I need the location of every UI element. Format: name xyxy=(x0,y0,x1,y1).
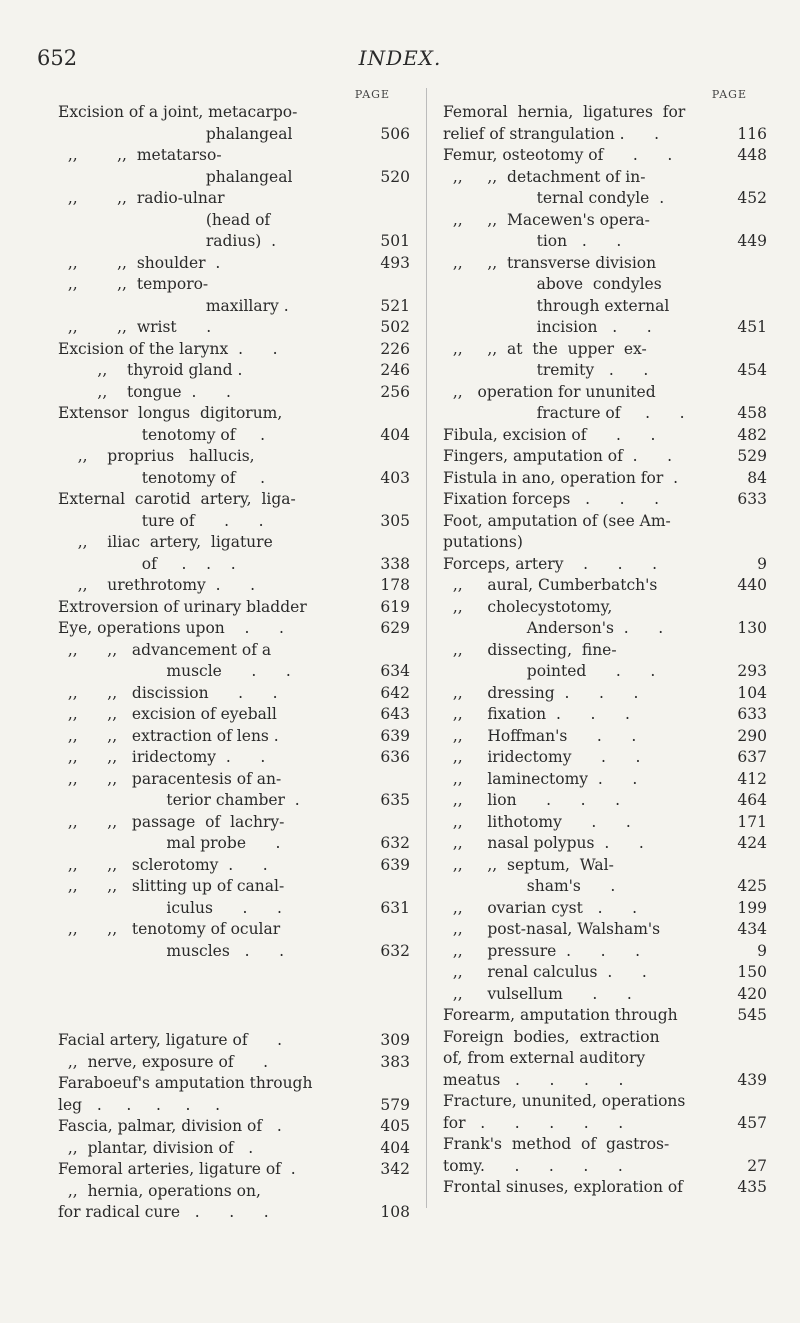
index-entry xyxy=(443,253,767,275)
entry-text: Foot, amputation of (see Am- xyxy=(443,511,671,530)
index-entry xyxy=(58,1116,410,1138)
entry-text: tomy. . . . . xyxy=(443,1156,623,1175)
index-entry xyxy=(58,1138,410,1160)
entry-page-number: 425 xyxy=(737,877,767,895)
index-entry xyxy=(58,382,410,404)
entry-text: relief of strangulation . . xyxy=(443,124,660,143)
entry-page-number: 434 xyxy=(737,920,767,938)
index-entry xyxy=(443,941,767,963)
entry-text: External carotid artery, liga- xyxy=(58,490,296,508)
entry-text: Anderson's . . xyxy=(443,619,664,637)
index-entry xyxy=(443,532,767,554)
entry-text: Fingers, amputation of . . xyxy=(443,447,673,465)
entry-text: ,, ,, wrist . xyxy=(58,318,212,336)
entry-text: tenotomy of . xyxy=(58,425,266,444)
entry-page-number: 529 xyxy=(737,447,767,465)
entry-text: ,, ,, discission . . xyxy=(58,683,278,702)
entry-text: Excision of the larynx . . xyxy=(58,339,278,358)
entry-text: ,, ovarian cyst . . xyxy=(443,898,638,917)
index-entry xyxy=(58,726,410,748)
entry-page-number: 440 xyxy=(737,576,767,594)
index-entry xyxy=(58,145,410,167)
entry-text: ,, ,, transverse division xyxy=(443,253,657,272)
index-entry xyxy=(58,1095,410,1117)
entry-page-number: 629 xyxy=(380,619,410,637)
index-entry xyxy=(58,1181,410,1203)
entry-page-number: 452 xyxy=(737,189,767,207)
entry-text: ,, ,, detachment of in- xyxy=(443,167,646,186)
entry-page-number: 458 xyxy=(737,404,767,422)
index-entry xyxy=(443,575,767,597)
index-entry xyxy=(58,167,410,189)
index-entry xyxy=(58,446,410,468)
index-entry xyxy=(58,597,410,619)
entry-page-number: 104 xyxy=(737,683,767,702)
index-entry xyxy=(443,403,767,425)
entry-text: Fracture, ununited, operations xyxy=(443,1092,686,1110)
entry-text: ,, nerve, exposure of . xyxy=(58,1052,269,1071)
entry-text: Fascia, palmar, division of . xyxy=(58,1117,282,1135)
index-entry xyxy=(443,876,767,898)
index-entry xyxy=(58,489,410,511)
entry-text: tremity . . xyxy=(443,361,649,379)
index-entry xyxy=(58,102,410,124)
index-entry xyxy=(443,188,767,210)
entry-text: phalangeal xyxy=(58,124,293,143)
entry-text: ,, lion . . . xyxy=(443,791,621,809)
index-entry xyxy=(58,274,410,296)
index-entry xyxy=(58,296,410,318)
entry-text: ,, lithotomy . . xyxy=(443,812,631,831)
entry-page-number: 305 xyxy=(380,511,410,530)
index-entry xyxy=(58,919,410,941)
entry-page-number: 27 xyxy=(747,1156,767,1175)
entry-page-number: 424 xyxy=(737,834,767,852)
entry-page-number: 639 xyxy=(380,855,410,874)
index-entry xyxy=(58,339,410,361)
entry-page-number: 501 xyxy=(380,232,410,250)
entry-text: above condyles xyxy=(443,275,662,293)
entry-page-number: 634 xyxy=(380,662,410,680)
entry-text: ,, operation for ununited xyxy=(443,382,656,401)
entry-text: ,, ,, advancement of a xyxy=(58,640,272,659)
entry-page-number: 404 xyxy=(380,425,410,444)
entry-page-number: 404 xyxy=(380,1138,410,1157)
index-entry xyxy=(443,898,767,920)
entry-text: ,, ,, extraction of lens . xyxy=(58,726,279,745)
index-column-right xyxy=(426,88,767,1208)
index-entry xyxy=(58,554,410,576)
entry-page-number: 451 xyxy=(737,318,767,336)
right-entry-list xyxy=(443,102,767,1199)
index-entry xyxy=(443,360,767,382)
entry-text: ,, urethrotomy . . xyxy=(58,576,256,594)
entry-page-number: 226 xyxy=(380,339,410,358)
entry-page-number: 116 xyxy=(737,124,767,143)
entry-page-number: 405 xyxy=(380,1117,410,1135)
entry-text: ,, ,, metatarso- xyxy=(58,146,222,164)
entry-text: tion . . xyxy=(443,232,622,250)
index-entry xyxy=(443,102,767,124)
index-entry xyxy=(443,726,767,748)
index-entry xyxy=(58,747,410,769)
entry-text: ,, ,, sclerotomy . . xyxy=(58,855,268,874)
index-entry xyxy=(443,683,767,705)
entry-text: muscles . . xyxy=(58,941,285,960)
entry-text: ternal condyle . xyxy=(443,189,665,207)
entry-text: Frank's method of gastros- xyxy=(443,1135,670,1153)
index-entry xyxy=(443,833,767,855)
entry-text: ,, ,, excision of eyeball xyxy=(58,705,277,723)
index-entry xyxy=(58,1073,410,1095)
entry-page-number: 449 xyxy=(737,232,767,250)
index-entry xyxy=(58,640,410,662)
index-entry xyxy=(443,1048,767,1070)
index-column-left xyxy=(58,88,410,1224)
index-entry xyxy=(443,489,767,511)
entry-page-number: 9 xyxy=(757,941,767,960)
entry-page-number: 579 xyxy=(380,1095,410,1114)
entry-text: through external xyxy=(443,296,670,315)
index-entry xyxy=(58,769,410,791)
index-entry xyxy=(443,124,767,146)
index-entry xyxy=(58,618,410,640)
entry-text: tenotomy of . xyxy=(58,468,266,487)
entry-text: ture of . . xyxy=(58,511,264,530)
entry-text: maxillary . xyxy=(58,296,289,315)
index-entry xyxy=(443,468,767,490)
entry-text: of, from external auditory xyxy=(443,1049,646,1067)
entry-text: meatus . . . . xyxy=(443,1070,624,1089)
index-entry xyxy=(58,1030,410,1052)
entry-page-number: 520 xyxy=(380,167,410,186)
entry-text: Eye, operations upon . . xyxy=(58,619,284,637)
index-entry xyxy=(58,1202,410,1224)
entry-page-number: 130 xyxy=(737,619,767,637)
entry-page-number: 643 xyxy=(380,705,410,723)
entry-text: Excision of a joint, metacarpo- xyxy=(58,103,298,121)
entry-page-number: 108 xyxy=(380,1203,410,1221)
entry-page-number: 420 xyxy=(737,984,767,1003)
entry-text: ,, ,, paracentesis of an- xyxy=(58,769,282,788)
page-title: INDEX. xyxy=(358,46,442,70)
entry-text: iculus . . xyxy=(58,898,282,917)
entry-page-number: 448 xyxy=(737,146,767,164)
entry-text: Extroversion of urinary bladder xyxy=(58,597,307,616)
entry-text: ,, tongue . . xyxy=(58,382,231,401)
entry-text: terior chamber . xyxy=(58,791,300,809)
entry-page-number: 502 xyxy=(380,318,410,336)
entry-text: Femoral hernia, ligatures for xyxy=(443,103,686,121)
entry-page-number: 435 xyxy=(737,1178,767,1196)
entry-page-number: 439 xyxy=(737,1070,767,1089)
entry-page-number: 482 xyxy=(737,425,767,444)
entry-text: Femoral arteries, ligature of . xyxy=(58,1160,296,1178)
entry-page-number: 412 xyxy=(737,769,767,788)
entry-text: Facial artery, ligature of . xyxy=(58,1031,283,1049)
index-entry xyxy=(443,1156,767,1178)
index-entry xyxy=(443,425,767,447)
column-header-page: PAGE xyxy=(711,88,747,101)
index-entry xyxy=(58,231,410,253)
entry-text: Fistula in ano, operation for . xyxy=(443,468,679,487)
index-entry xyxy=(58,1159,410,1181)
entry-page-number: 633 xyxy=(737,705,767,723)
index-entry xyxy=(443,231,767,253)
index-entry xyxy=(443,296,767,318)
entry-text: for . . . . . xyxy=(443,1113,624,1132)
index-entry xyxy=(443,640,767,662)
entry-text: ,, nasal polypus . . xyxy=(443,834,644,852)
index-entry xyxy=(443,145,767,167)
index-entry xyxy=(58,253,410,275)
entry-text: Forearm, amputation through xyxy=(443,1006,678,1024)
index-entry xyxy=(58,704,410,726)
index-entry xyxy=(443,1177,767,1199)
entry-page-number: 383 xyxy=(380,1052,410,1071)
index-entry xyxy=(58,468,410,490)
index-entry xyxy=(58,532,410,554)
entry-text: ,, thyroid gland . xyxy=(58,361,243,379)
index-entry xyxy=(58,188,410,210)
index-entry xyxy=(443,167,767,189)
entry-page-number: 632 xyxy=(380,834,410,852)
index-entry xyxy=(58,403,410,425)
index-entry xyxy=(443,618,767,640)
entry-text: ,, fixation . . . xyxy=(443,705,630,723)
index-entry xyxy=(58,317,410,339)
entry-page-number: 309 xyxy=(380,1031,410,1049)
entry-page-number: 342 xyxy=(380,1160,410,1178)
entry-text: ,, pressure . . . xyxy=(443,941,641,960)
entry-page-number: 642 xyxy=(380,683,410,702)
entry-text: muscle . . xyxy=(58,662,291,680)
entry-text: Faraboeuf's amputation through xyxy=(58,1074,313,1092)
index-entry xyxy=(58,511,410,533)
index-entry xyxy=(443,317,767,339)
entry-text: ,, ,, temporo- xyxy=(58,275,209,293)
entry-page-number: 171 xyxy=(737,812,767,831)
entry-page-number: 633 xyxy=(737,490,767,508)
entry-text: of . . . xyxy=(58,554,236,573)
index-entry xyxy=(58,661,410,683)
entry-page-number: 464 xyxy=(737,791,767,809)
entry-text: Foreign bodies, extraction xyxy=(443,1027,660,1046)
entry-text: radius) . xyxy=(58,232,277,250)
entry-page-number: 493 xyxy=(380,253,410,272)
entry-page-number: 639 xyxy=(380,726,410,745)
entry-text: ,, ,, radio-ulnar xyxy=(58,189,225,207)
index-entry xyxy=(443,382,767,404)
entry-page-number: 290 xyxy=(737,726,767,745)
entry-text: sham's . xyxy=(443,877,616,895)
entry-text: ,, ,, slitting up of canal- xyxy=(58,877,285,895)
index-entry xyxy=(443,1027,767,1049)
entry-page-number: 454 xyxy=(737,361,767,379)
entry-text: Fixation forceps . . . xyxy=(443,490,660,508)
index-entry xyxy=(443,984,767,1006)
index-entry xyxy=(443,274,767,296)
entry-text: fracture of . . xyxy=(443,404,685,422)
index-entry xyxy=(443,962,767,984)
entry-text: incision . . xyxy=(443,318,652,336)
entry-text: Extensor longus digitorum, xyxy=(58,404,283,422)
entry-page-number: 403 xyxy=(380,468,410,487)
index-entry xyxy=(58,876,410,898)
index-entry xyxy=(58,790,410,812)
index-entry xyxy=(443,1005,767,1027)
entry-text: ,, hernia, operations on, xyxy=(58,1181,261,1200)
entry-page-number: 631 xyxy=(380,898,410,917)
index-entry xyxy=(443,339,767,361)
section-gap xyxy=(58,962,410,1030)
entry-page-number: 256 xyxy=(380,382,410,401)
entry-text: ,, ,, septum, Wal- xyxy=(443,855,614,874)
index-entry xyxy=(443,661,767,683)
entry-text: ,, ,, iridectomy . . xyxy=(58,748,266,766)
page-header xyxy=(0,30,800,70)
entry-text: ,, dissecting, fine- xyxy=(443,640,617,659)
entry-text: ,, post-nasal, Walsham's xyxy=(443,920,661,938)
entry-page-number: 150 xyxy=(737,963,767,981)
entry-text: ,, aural, Cumberbatch's xyxy=(443,576,658,594)
index-entry xyxy=(443,919,767,941)
entry-text: ,, plantar, division of . xyxy=(58,1138,254,1157)
page-number: 652 xyxy=(37,46,78,70)
index-entry xyxy=(443,554,767,576)
entry-text: pointed . . xyxy=(443,662,656,680)
entry-page-number: 293 xyxy=(737,662,767,680)
index-entry xyxy=(443,511,767,533)
entry-page-number: 457 xyxy=(737,1113,767,1132)
entry-text: Frontal sinuses, exploration of xyxy=(443,1178,683,1196)
index-entry xyxy=(443,1113,767,1135)
entry-text: ,, proprius hallucis, xyxy=(58,447,255,465)
left-entry-list xyxy=(58,102,410,1224)
entry-text: ,, ,, shoulder . xyxy=(58,253,221,272)
entry-text: Fibula, excision of . . xyxy=(443,425,656,444)
entry-text: ,, laminectomy . . xyxy=(443,769,638,788)
entry-page-number: 545 xyxy=(737,1006,767,1024)
entry-page-number: 635 xyxy=(380,791,410,809)
entry-page-number: 9 xyxy=(757,554,767,573)
index-entry xyxy=(443,210,767,232)
index-entry xyxy=(58,425,410,447)
index-entry xyxy=(443,1091,767,1113)
column-header-page: PAGE xyxy=(354,88,390,101)
index-entry xyxy=(443,597,767,619)
index-entry xyxy=(58,360,410,382)
entry-page-number: 521 xyxy=(380,296,410,315)
entry-text: ,, iliac artery, ligature xyxy=(58,533,273,551)
entry-text: ,, ,, passage of lachry- xyxy=(58,812,285,831)
index-entry xyxy=(443,1070,767,1092)
index-entry xyxy=(58,210,410,232)
entry-text: Femur, osteotomy of . . xyxy=(443,146,673,164)
index-entry xyxy=(443,446,767,468)
index-entry xyxy=(58,812,410,834)
entry-page-number: 632 xyxy=(380,941,410,960)
index-entry xyxy=(443,855,767,877)
entry-text: Forceps, artery . . . xyxy=(443,554,658,573)
entry-page-number: 619 xyxy=(380,597,410,616)
index-entry xyxy=(443,1134,767,1156)
entry-text: putations) xyxy=(443,533,523,551)
entry-text: leg . . . . . xyxy=(58,1095,221,1114)
entry-page-number: 178 xyxy=(380,576,410,594)
entry-page-number: 636 xyxy=(380,748,410,766)
index-entry xyxy=(58,941,410,963)
entry-text: mal probe . xyxy=(58,834,281,852)
entry-text: ,, dressing . . . xyxy=(443,683,639,702)
index-entry xyxy=(58,833,410,855)
index-entry xyxy=(58,1052,410,1074)
entry-page-number: 506 xyxy=(380,124,410,143)
index-entry xyxy=(58,855,410,877)
entry-text: ,, ,, Macewen's opera- xyxy=(443,210,650,229)
entry-text: phalangeal xyxy=(58,167,293,186)
entry-text: ,, Hoffman's . . xyxy=(443,726,637,745)
entry-text: (head of xyxy=(58,210,271,229)
entry-page-number: 199 xyxy=(737,898,767,917)
entry-page-number: 338 xyxy=(380,554,410,573)
index-entry xyxy=(58,575,410,597)
entry-text: ,, renal calculus . . xyxy=(443,963,647,981)
index-entry xyxy=(58,124,410,146)
index-entry xyxy=(443,747,767,769)
index-entry xyxy=(443,790,767,812)
index-entry xyxy=(58,898,410,920)
index-entry xyxy=(58,683,410,705)
entry-text: ,, ,, at the upper ex- xyxy=(443,339,647,358)
entry-page-number: 84 xyxy=(747,468,767,487)
entry-text: ,, ,, tenotomy of ocular xyxy=(58,920,281,938)
index-entry xyxy=(443,812,767,834)
entry-text: ,, vulsellum . . xyxy=(443,984,632,1003)
entry-page-number: 246 xyxy=(380,361,410,379)
entry-page-number: 637 xyxy=(737,748,767,766)
entry-text: for radical cure . . . xyxy=(58,1203,269,1221)
entry-text: ,, iridectomy . . xyxy=(443,748,641,766)
index-entry xyxy=(443,769,767,791)
index-entry xyxy=(443,704,767,726)
entry-text: ,, cholecystotomy, xyxy=(443,597,613,616)
